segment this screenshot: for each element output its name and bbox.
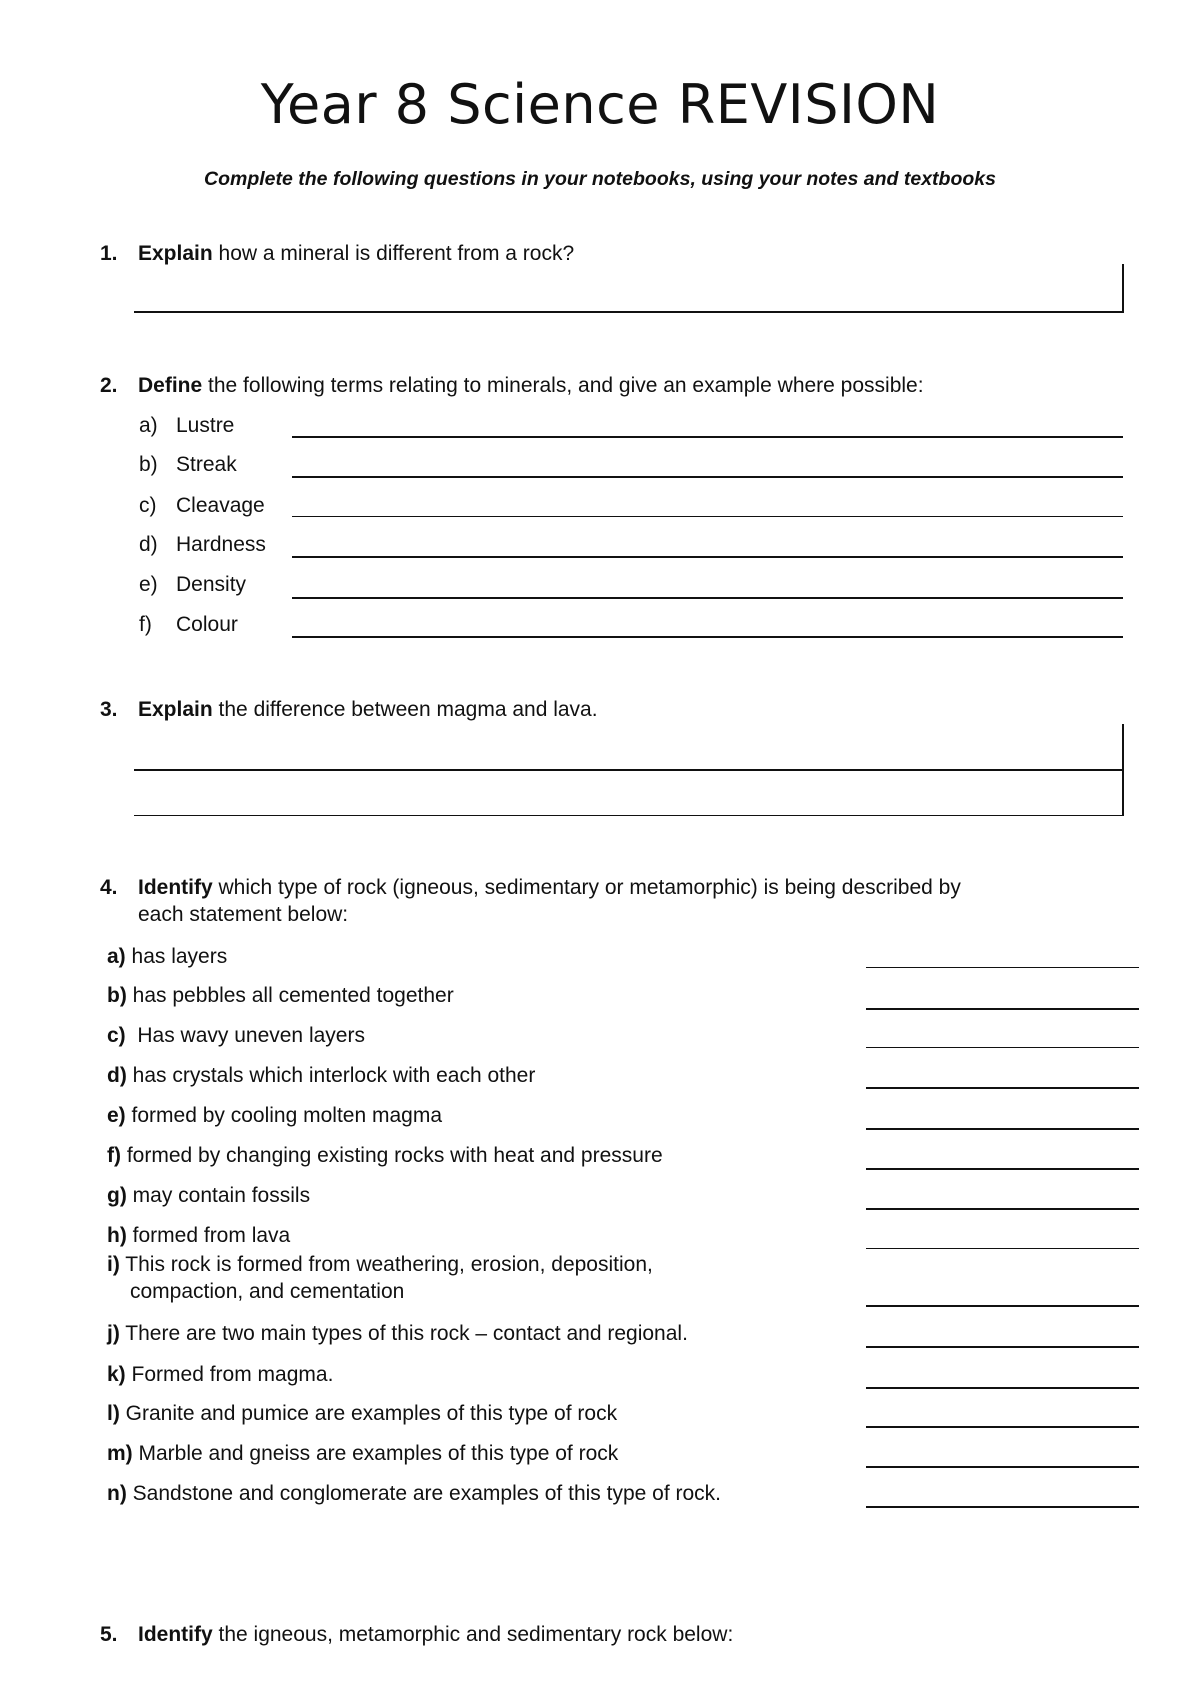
question-4 [100,874,1100,928]
term-label: Cleavage [176,494,265,517]
command-word: Identify [138,876,213,899]
statement-letter: g) [107,1184,127,1207]
statement-letter: m) [107,1442,133,1465]
instructions: Complete the following questions in your notebooks, using your notes and textbooks [204,168,996,190]
statement-letter: b) [107,984,127,1007]
question-text: how a mineral is different from a rock? [212,242,575,265]
term-label: Hardness [176,533,266,556]
answer-line[interactable] [292,436,1123,438]
question-text: the igneous, metamorphic and sedimentary rock below: [212,1623,734,1646]
command-word: Explain [138,242,213,265]
statement-item [107,1361,867,1388]
statement-text-continued: compaction, and cementation [130,1280,405,1303]
term-item [139,611,238,638]
statement-item [107,943,867,970]
question-text-continued: each statement below: [138,903,349,926]
command-word: Explain [138,698,213,721]
statement-text: Has wavy uneven layers [125,1024,365,1047]
question-number: 3. [100,698,118,721]
statement-letter: a) [107,945,126,968]
statement-item [107,1480,867,1507]
statement-letter: n) [107,1482,127,1505]
term-item [139,451,237,478]
answer-line[interactable] [866,1087,1139,1089]
question-number: 1. [100,242,118,265]
term-label: Density [176,573,247,596]
answer-line[interactable] [292,636,1123,638]
answer-line[interactable] [134,311,1124,313]
term-letter: f) [139,613,152,636]
term-item [139,531,266,558]
statement-item [107,1222,867,1249]
statement-letter: h) [107,1224,127,1247]
question-2 [100,372,1100,399]
answer-line[interactable] [866,1248,1139,1249]
answer-line[interactable] [866,967,1139,968]
answer-line[interactable] [292,597,1123,599]
term-letter: c) [139,494,157,517]
answer-box-edge [1122,724,1124,816]
statement-letter: d) [107,1064,127,1087]
term-letter: b) [139,453,158,476]
page-title: Year 8 Science REVISION [260,73,940,136]
question-text: which type of rock (igneous, sedimentary or metamorphic) is being described by [212,876,961,899]
statement-item [107,1400,867,1427]
answer-line[interactable] [866,1128,1139,1130]
question-number: 2. [100,374,118,397]
statement-text: formed from lava [126,1224,291,1247]
term-item [139,492,265,519]
statement-item [107,1062,867,1089]
term-letter: e) [139,573,158,596]
statement-item [107,1320,867,1347]
statement-text: formed by cooling molten magma [125,1104,442,1127]
statement-item [107,1182,867,1209]
question-text: the difference between magma and lava. [212,698,598,721]
term-label: Streak [176,453,237,476]
answer-line[interactable] [866,1008,1139,1010]
answer-line[interactable] [134,769,1124,771]
answer-line[interactable] [134,815,1124,816]
statement-letter: f) [107,1144,121,1167]
statement-text: has crystals which interlock with each other [126,1064,536,1087]
statement-text: may contain fossils [126,1184,311,1207]
statement-text: has layers [125,945,228,968]
question-number: 4. [100,876,118,899]
term-label: Lustre [176,414,235,437]
question-number: 5. [100,1623,118,1646]
answer-line[interactable] [866,1426,1139,1428]
answer-line[interactable] [866,1466,1139,1468]
statement-text: has pebbles all cemented together [126,984,454,1007]
statement-item [107,1142,867,1169]
statement-letter: e) [107,1104,126,1127]
answer-line[interactable] [866,1387,1139,1389]
answer-line[interactable] [866,1506,1139,1508]
statement-item [107,1440,867,1467]
statement-text: Marble and gneiss are examples of this type of rock [132,1442,619,1465]
statement-text: Sandstone and conglomerate are examples of this type of rock. [126,1482,722,1505]
question-text: the following terms relating to minerals, and give an example where possible: [202,374,924,397]
term-item [139,412,234,439]
command-word: Identify [138,1623,213,1646]
answer-line[interactable] [292,516,1123,517]
question-5 [100,1621,1100,1648]
statement-text: This rock is formed from weathering, erosion, deposition, [119,1253,653,1276]
answer-line[interactable] [292,556,1123,558]
answer-line[interactable] [866,1047,1139,1048]
statement-text: There are two main types of this rock – contact and regional. [119,1322,688,1345]
statement-item [107,982,867,1009]
statement-item [107,1251,867,1305]
statement-letter: l) [107,1402,120,1425]
statement-letter: j) [107,1322,120,1345]
statement-letter: i) [107,1253,120,1276]
answer-line[interactable] [866,1346,1139,1348]
term-label: Colour [176,613,238,636]
question-1 [100,240,1100,267]
statement-text: formed by changing existing rocks with heat and pressure [121,1144,663,1167]
term-item [139,571,246,598]
statement-letter: c) [107,1024,126,1047]
command-word: Define [138,374,203,397]
statement-letter: k) [107,1363,126,1386]
term-letter: d) [139,533,158,556]
statement-text: Formed from magma. [125,1363,334,1386]
answer-line[interactable] [866,1208,1139,1210]
question-3 [100,696,1100,723]
answer-line[interactable] [866,1168,1139,1170]
statement-item [107,1022,867,1049]
statement-item [107,1102,867,1129]
answer-line[interactable] [292,476,1123,478]
answer-box-edge [1122,264,1124,313]
statement-text: Granite and pumice are examples of this type of rock [119,1402,618,1425]
term-letter: a) [139,414,158,437]
answer-line[interactable] [866,1305,1139,1307]
